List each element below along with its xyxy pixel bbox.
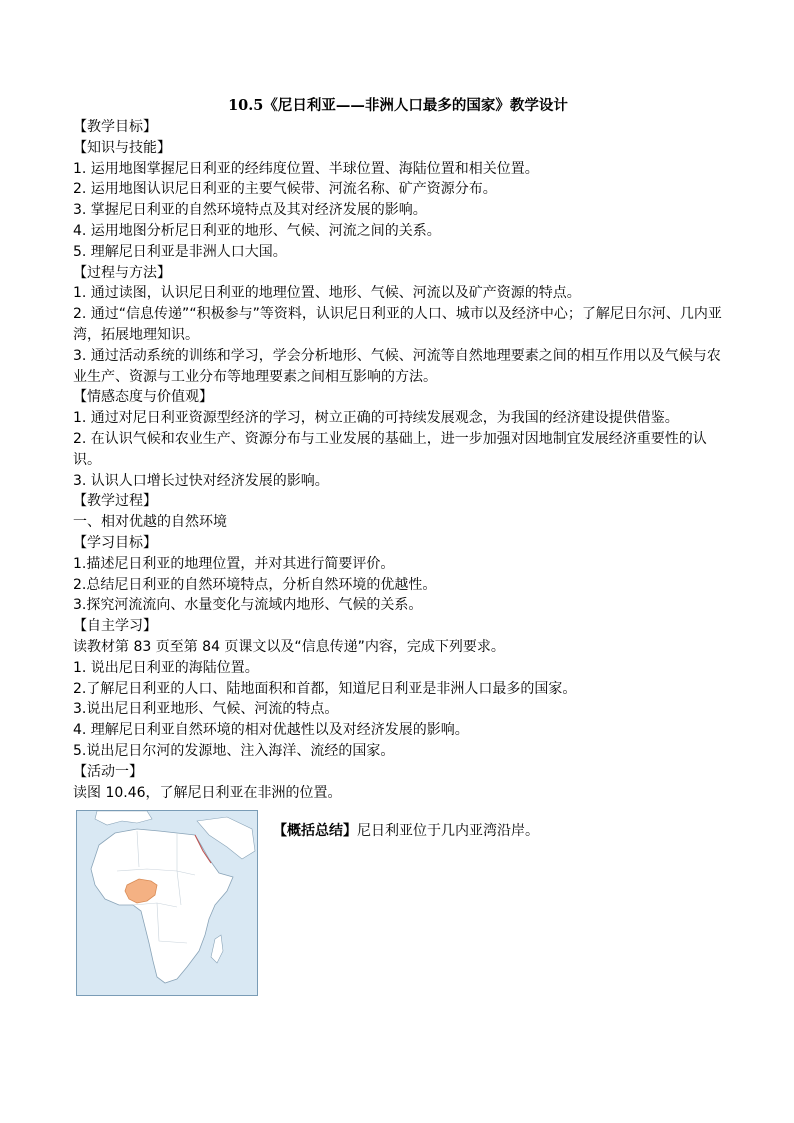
africa-map [76, 810, 258, 996]
study-goal-item: 2.总结尼日利亚的自然环境特点，分析自然环境的优越性。 [73, 576, 437, 593]
self-study-item: 1. 说出尼日利亚的海陆位置。 [73, 659, 259, 676]
self-study-intro: 读教材第 83 页至第 84 页课文以及“信息传递”内容，完成下列要求。 [73, 638, 505, 655]
knowledge-item: 2. 运用地图认识尼日利亚的主要气候带、河流名称、矿产资源分布。 [73, 181, 497, 198]
knowledge-item: 5. 理解尼日利亚是非洲人口大国。 [73, 243, 287, 260]
process-item: 3. 通过活动系统的训练和学习，学会分析地形、气候、河流等自然地理要素之间的相互作用以及气候与农业生产、资源与工业分布等地理要素之间相互影响的方法。 [73, 347, 721, 385]
part-one-heading: 一、相对优越的自然环境 [73, 514, 227, 531]
knowledge-item: 3. 掌握尼日利亚的自然环境特点及其对经济发展的影响。 [73, 202, 427, 219]
self-study-item: 4. 理解尼日利亚自然环境的相对优越性以及对经济发展的影响。 [73, 722, 469, 739]
study-goal-item: 1.描述尼日利亚的地理位置，并对其进行简要评价。 [73, 555, 395, 572]
process-heading: 【过程与方法】 [73, 264, 171, 281]
study-goal-item: 3.探究河流流向、水量变化与流域内地形、气候的关系。 [73, 597, 423, 614]
summary-line [273, 821, 539, 841]
activity-intro: 读图 10.46，了解尼日利亚在非洲的位置。 [73, 784, 342, 801]
summary-text: 尼日利亚位于几内亚湾沿岸。 [357, 823, 539, 840]
africa-map-svg [77, 811, 257, 995]
process-item: 1. 通过读图，认识尼日利亚的地理位置、地形、气候、河流以及矿产资源的特点。 [73, 285, 581, 302]
self-study-item: 3.说出尼日利亚地形、气候、河流的特点。 [73, 701, 339, 718]
document-page [73, 95, 723, 1000]
self-study-item: 5.说出尼日尔河的发源地、注入海洋、流经的国家。 [73, 742, 395, 759]
study-goal-heading: 【学习目标】 [73, 534, 157, 551]
emotion-item: 3. 认识人口增长过快对经济发展的影响。 [73, 472, 329, 489]
summary-tag: 【概括总结】 [273, 823, 357, 840]
knowledge-item: 4. 运用地图分析尼日利亚的地形、气候、河流之间的关系。 [73, 222, 441, 239]
document-title: 10.5《尼日利亚——非洲人口最多的国家》教学设计 [228, 97, 568, 114]
activity-heading: 【活动一】 [73, 763, 143, 780]
emotion-item: 1. 通过对尼日利亚资源型经济的学习，树立正确的可持续发展观念，为我国的经济建设提供借鉴。 [73, 410, 679, 427]
emotion-item: 2. 在认识气候和农业生产、资源分布与工业发展的基础上，进一步加强对因地制宜发展经济重要性的认识。 [73, 430, 707, 468]
emotion-heading: 【情感态度与价值观】 [73, 389, 213, 406]
teaching-process-heading: 【教学过程】 [73, 493, 157, 510]
process-item: 2. 通过“信息传递”“积极参与”等资料，认识尼日利亚的人口、城市以及经济中心；了解尼日尔河、几内亚湾，拓展地理知识。 [73, 306, 722, 343]
self-study-heading: 【自主学习】 [73, 618, 157, 635]
self-study-item: 2.了解尼日利亚的人口、陆地面积和首都，知道尼日利亚是非洲人口最多的国家。 [73, 680, 577, 697]
knowledge-item: 1. 运用地图掌握尼日利亚的经纬度位置、半球位置、海陆位置和相关位置。 [73, 160, 539, 177]
knowledge-heading: 【知识与技能】 [73, 139, 171, 156]
figure-row [73, 810, 723, 1000]
teaching-goals-heading: 【教学目标】 [73, 119, 157, 135]
